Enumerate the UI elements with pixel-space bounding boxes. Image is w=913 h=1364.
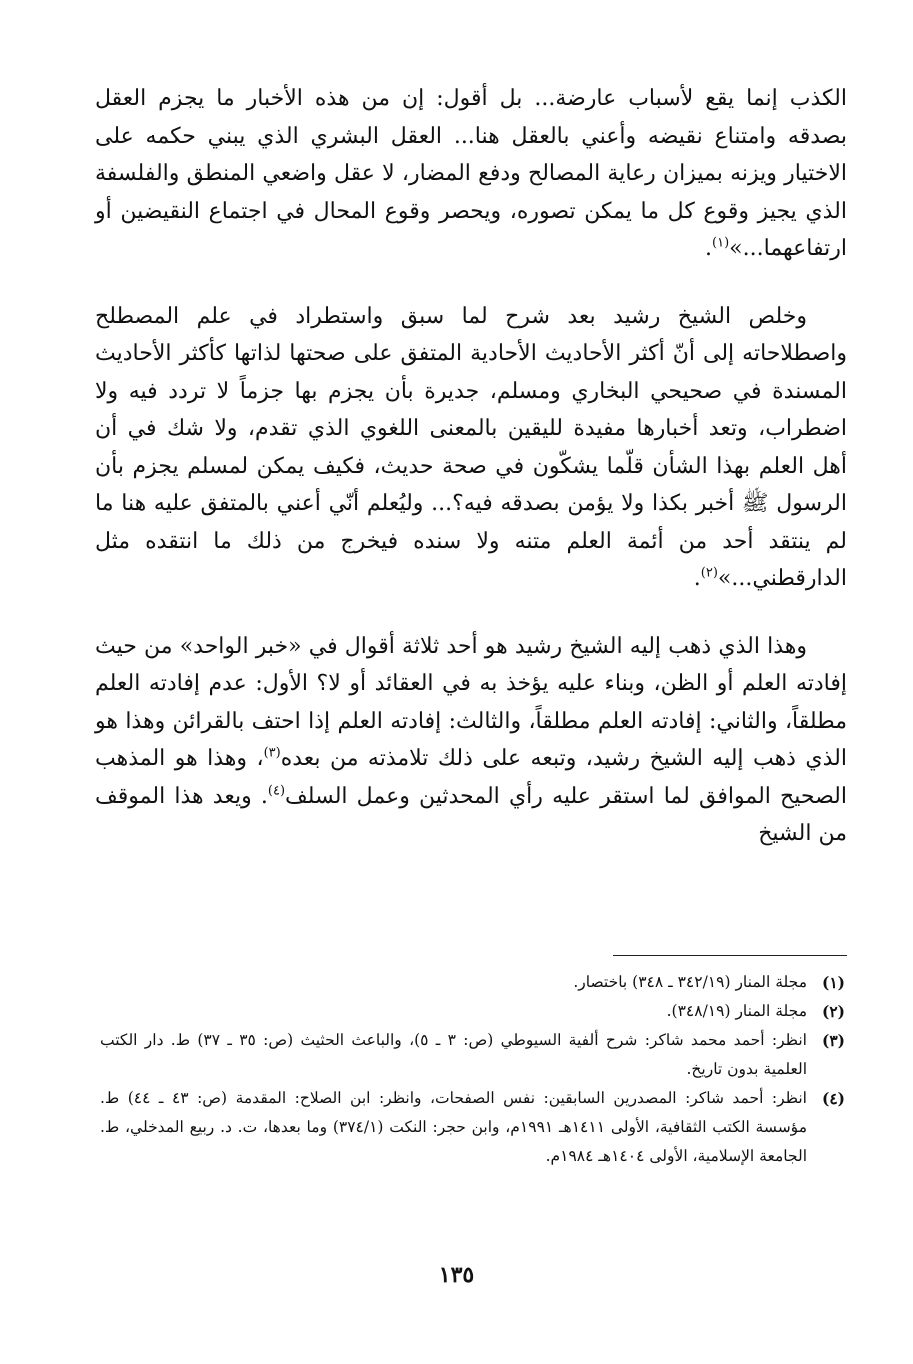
paragraph-2	[95, 298, 847, 598]
paragraph-2-tail: .	[693, 566, 701, 591]
footnote-text: انظر: أحمد محمد شاكر: شرح ألفية السيوطي (ص: ٣ ـ ٥)، والباعث الحثيث (ص: ٣٥ ـ ٣٧) ط. دار الكتب العلمية بدون تاريخ.	[100, 1031, 807, 1078]
paragraph-3-text-c: . ويعد هذا الموقف من الشيخ	[95, 783, 847, 846]
footnote-ref-2: (٢)	[700, 565, 718, 581]
footnote-separator	[613, 955, 847, 956]
paragraph-2-text: وخلص الشيخ رشيد بعد شرح لما سبق واستطراد في علم المصطلح واصطلاحاته إلى أنّ أكثر الأحاديث الأحادية المتفق على صحتها لذاتها كأكثر الأحاديث المسندة في صحيحي البخاري ومسلم، جديرة بأن يجزم بها جزماً لا تردد فيه ولا اضطراب، وتعد أخبارها مفيدة لليقين بالمعنى اللغوي الذي تقدم، ولا شك في أن أهل العلم بهذا الشأن قلّما يشكّون في صحة حديث، فكيف يمكن لمسلم يجزم بأن الرسول ﷺ أخبر بكذا ولا يؤمن بصدقه فيه؟... وليُعلم أنّي أعني بالمتفق عليه هنا ما لم ينتقد أحد من أئمة العلم متنه ولا سنده فيخرج من ذلك ما انتقده مثل الدارقطني...»	[95, 303, 847, 591]
page-number: ١٣٥	[438, 1262, 475, 1288]
footnote-text: انظر: أحمد شاكر: المصدرين السابقين: نفس الصفحات، وانظر: ابن الصلاح: المقدمة (ص: ٤٣ ـ ٤٤) ط. مؤسسة الكتب الثقافية، الأولى ١٤١١هـ ١٩٩١م، وابن حجر: النكت (٣٧٤/١) وما بعدها، ت. د. ربيع المدخلي، ط. الجامعة الإسلامية، الأولى ١٤٠٤هـ ١٩٨٤م.	[100, 1089, 807, 1165]
footnotes	[100, 968, 845, 1171]
footnote-ref-3: (٣)	[263, 745, 281, 761]
paragraph-1	[95, 80, 847, 268]
footnote-number: (١)	[821, 973, 845, 992]
footnote-number: (٣)	[821, 1031, 845, 1050]
footnote-text: مجلة المنار (٣٤٨/١٩).	[666, 1002, 807, 1020]
footnote-3	[100, 1026, 845, 1084]
footnote-4	[100, 1084, 845, 1171]
footnote-ref-1: (١)	[712, 235, 730, 251]
paragraph-3-text-a: وهذا الذي ذهب إليه الشيخ رشيد هو أحد ثلاثة أقوال في «خبر الواحد» من حيث إفادته العلم أو الظن، وبناء عليه يؤخذ به في العقائد أو لا؟ الأول: عدم إفادته العلم مطلقاً، والثاني: إفادته العلم مطلقاً، والثالث: إفادته العلم إذا احتف بالقرائن وهذا هو الذي ذهب إليه الشيخ رشيد، وتبعه على ذلك تلامذته من بعده	[95, 633, 847, 771]
footnote-text: مجلة المنار (٣٤٢/١٩ ـ ٣٤٨) باختصار.	[573, 973, 807, 991]
footnote-1	[100, 968, 845, 997]
footnote-number: (٢)	[821, 1002, 845, 1021]
paragraph-3	[95, 628, 847, 853]
paragraph-3-text-b: ، وهذا هو المذهب الصحيح الموافق لما استقر عليه رأي المحدثين وعمل السلف	[95, 746, 847, 809]
paragraph-1-tail: .	[705, 236, 713, 261]
footnote-number: (٤)	[821, 1089, 845, 1108]
footnote-ref-4: (٤)	[267, 783, 286, 799]
body-text	[95, 80, 847, 883]
footnote-2	[100, 997, 845, 1026]
paragraph-1-text: الكذب إنما يقع لأسباب عارضة... بل أقول: إن من هذه الأخبار ما يجزم العقل بصدقه وامتناع نقيضه وأعني بالعقل هنا... العقل البشري الذي يبني حكمه على الاختيار ويزنه بميزان رعاية المصالح ودفع المضار، لا عقل واضعي المنطق والفلسفة الذي يجيز وقوع كل ما يمكن تصوره، ويحصر وقوع المحال في اجتماع النقيضين أو ارتفاعهما...»	[95, 86, 847, 261]
